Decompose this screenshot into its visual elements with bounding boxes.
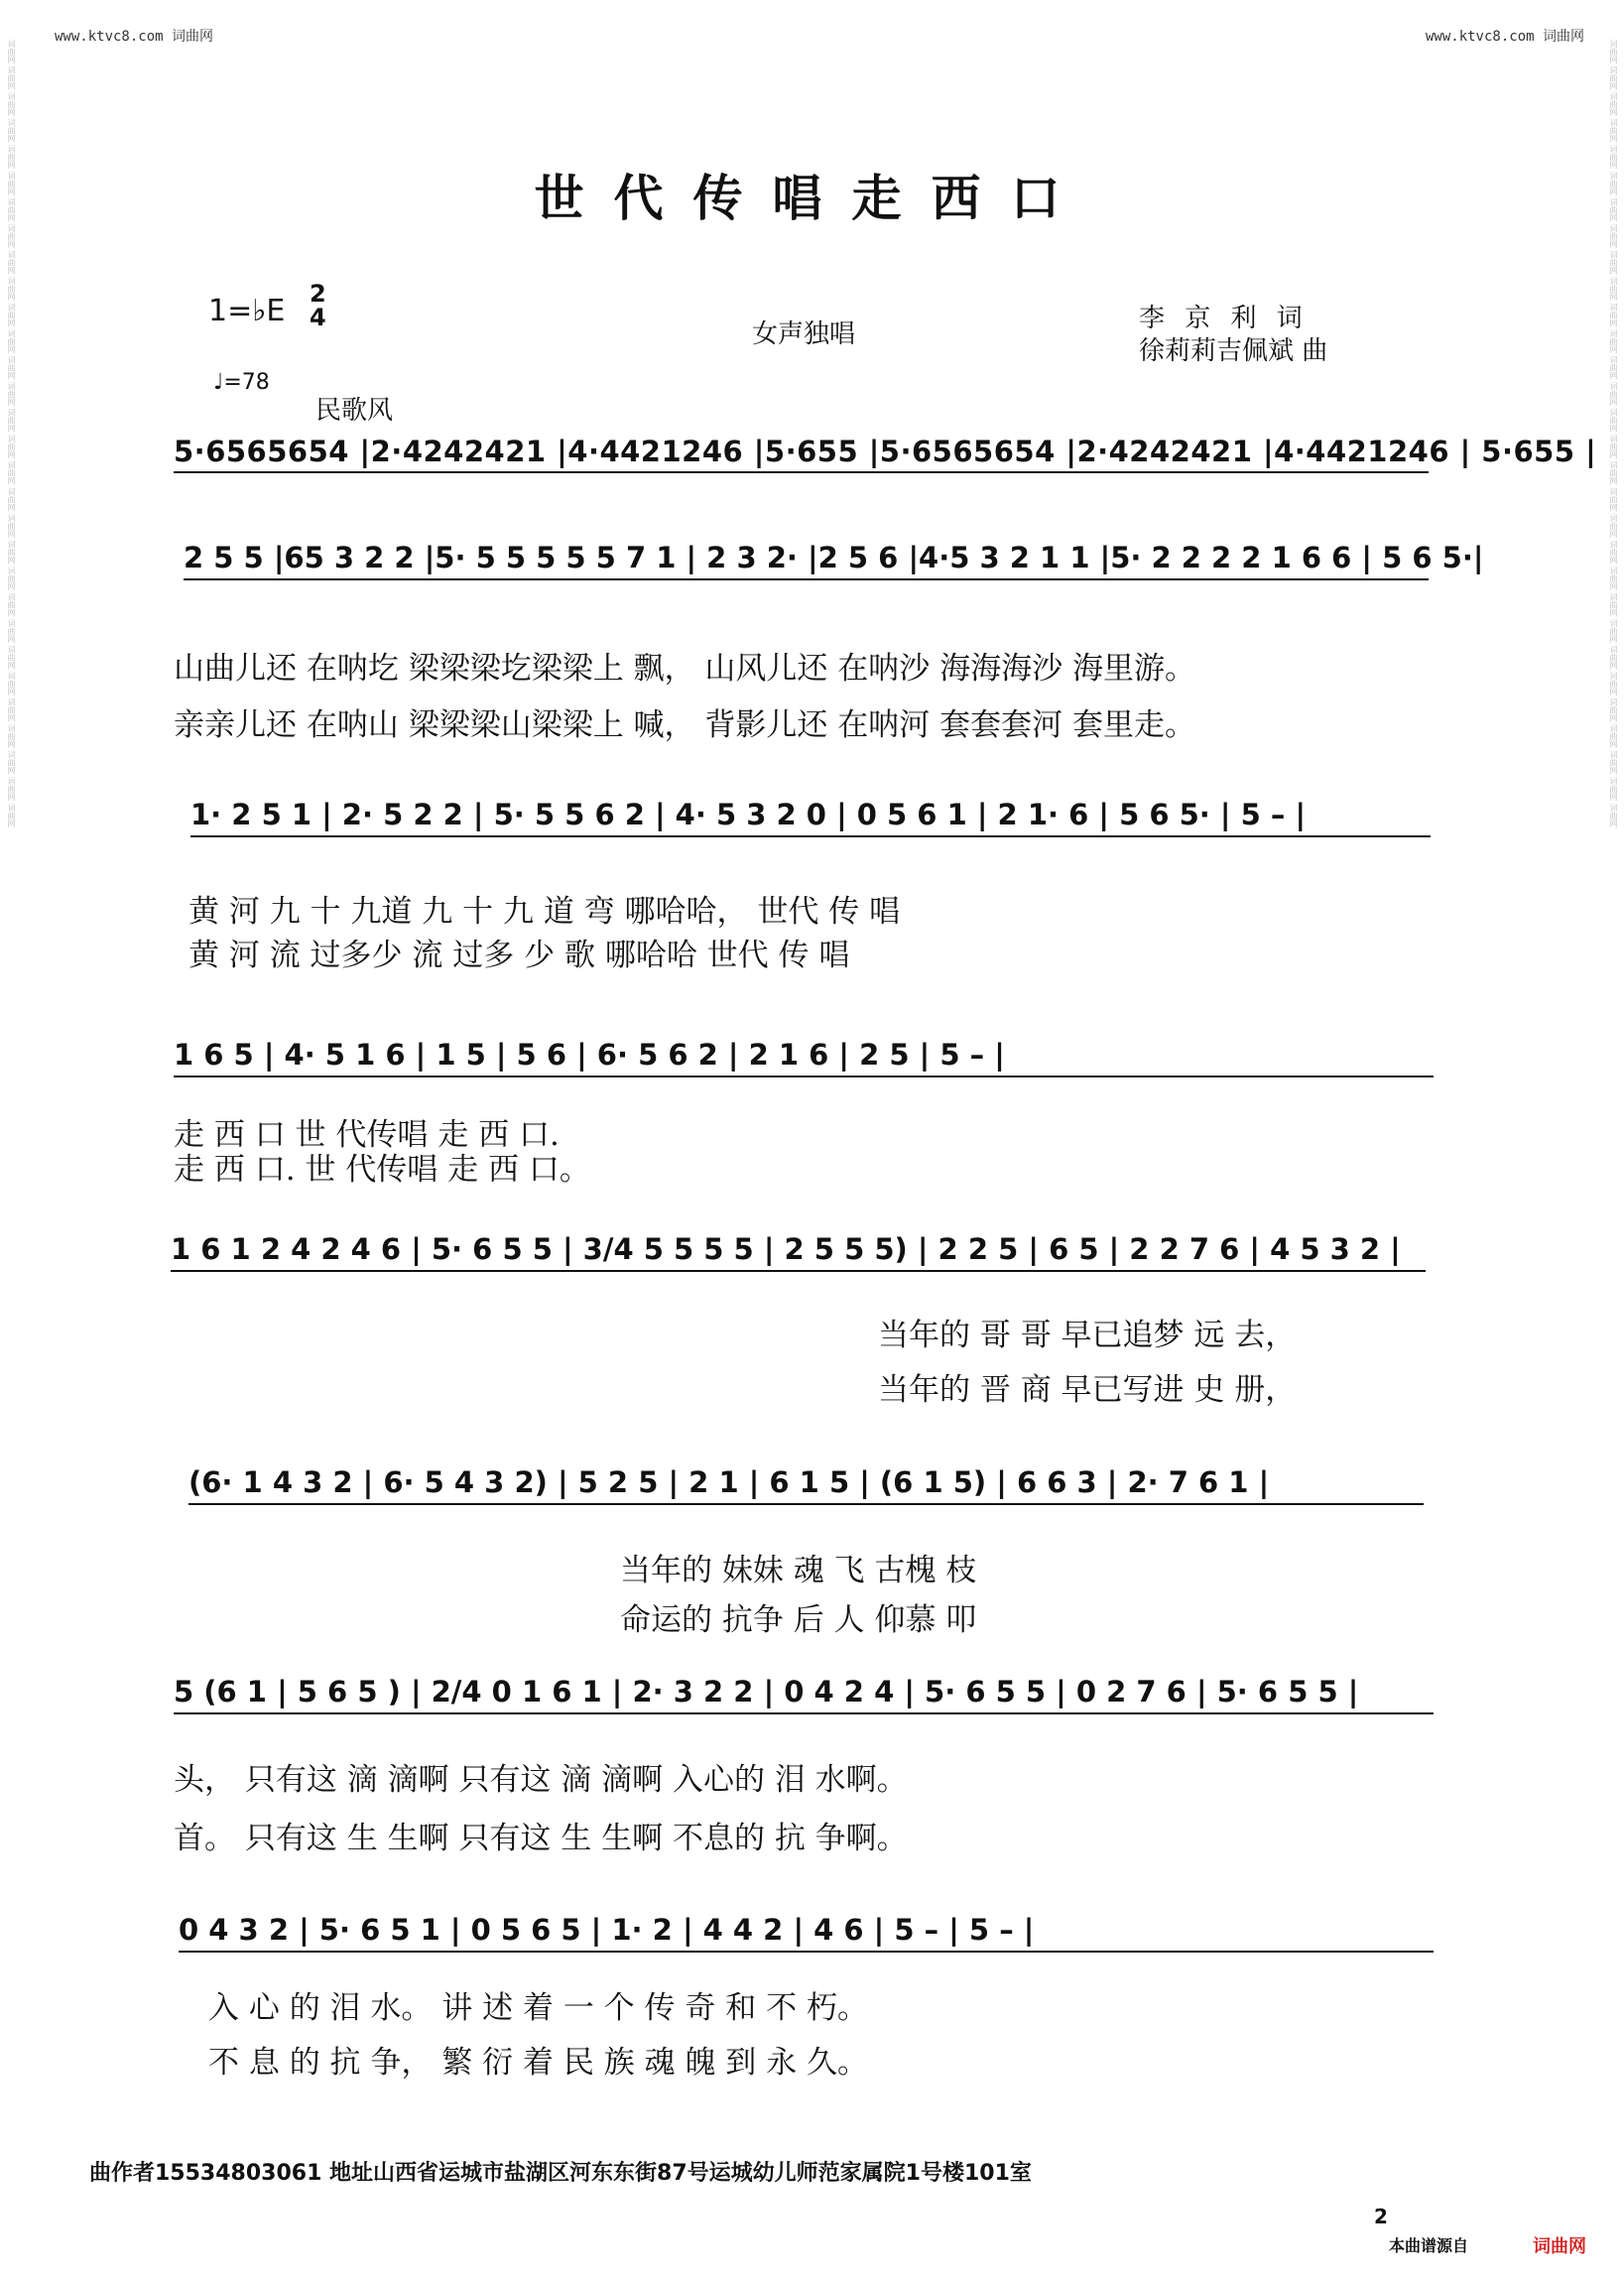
underline-beam	[174, 1712, 1434, 1714]
score-row-4-lyric-1: 走 西 口 世 代传唱 走 西 口.	[174, 1117, 560, 1153]
score-row-1-notes: 5·6565654 |2·4242421 |4·4421246 |5·655 |5·6565654 |2·4242421 |4·4421246 | 5·655 |	[174, 435, 1597, 468]
score-row-2-lyric-1: 山曲儿还 在呐圪 梁梁梁圪梁梁上 飘， 山风儿还 在呐沙 海海海沙 海里游。	[174, 651, 1195, 687]
score-row-7-lyric-1: 头， 只有这 滴 滴啊 只有这 滴 滴啊 入心的 泪 水啊。	[174, 1762, 908, 1798]
score-row-6-lyric-1: 当年的 妹妹 魂 飞 古槐 枝	[620, 1553, 977, 1588]
underline-beam	[184, 578, 1429, 580]
score-row-4-lyric-2: 走 西 口. 世 代传唱 走 西 口。	[174, 1152, 590, 1188]
key-signature: 1=♭E	[208, 294, 286, 328]
composer: 徐莉莉吉佩斌 曲	[1139, 336, 1328, 366]
score-row-4-notes: 1 6 5 | 4· 5 1 6 | 1 5 | 5 6 | 6· 5 6 2 | 2 1 6 | 2 5 | 5 – |	[174, 1038, 1005, 1072]
tempo-marking: ♩=78	[213, 370, 270, 395]
underline-beam	[174, 471, 1429, 473]
underline-beam	[190, 835, 1431, 837]
edge-watermark-right: 词曲网 词曲网 词曲网 词曲网 词曲网 词曲网 词曲网 词曲网 词曲网 词曲网 词曲网 词曲网 词曲网 词曲网 词曲网 词曲网 词曲网 词曲网 词曲网 词曲网 词曲网 词曲网 词曲网 词曲网 词曲网 词曲网 词曲网 词曲网 词曲网 词曲网	[1609, 40, 1618, 827]
score-row-6-notes: (6· 1 4 3 2 | 6· 5 4 3 2) | 5 2 5 | 2 1 | 6 1 5 | (6 1 5) | 6 6 3 | 2· 7 6 1 |	[188, 1465, 1270, 1499]
score-row-3-lyric-2: 黄 河 流 过多少 流 过多 少 歌 哪哈哈 世代 传 唱	[188, 938, 850, 973]
score-row-8-lyric-2: 不 息 的 抗 争， 繁 衍 着 民 族 魂 魄 到 永 久。	[208, 2045, 868, 2081]
composer-contact: 曲作者15534803061 地址山西省运城市盐湖区河东东街87号运城幼儿师范家属院1号楼101室	[89, 2161, 1032, 2186]
header-site-right: www.ktvc8.com 词曲网	[1425, 29, 1584, 45]
style-marking: 民歌风	[315, 396, 394, 426]
score-row-2-lyric-2: 亲亲儿还 在呐山 梁梁梁山梁梁上 喊， 背影儿还 在呐河 套套套河 套里走。	[174, 707, 1195, 743]
score-row-3-lyric-1: 黄 河 九 十 九道 九 十 九 道 弯 哪哈哈， 世代 传 唱	[188, 894, 901, 930]
score-row-8-notes: 0 4 3 2 | 5· 6 5 1 | 0 5 6 5 | 1· 2 | 4 4 2 | 4 6 | 5 – | 5 – |	[179, 1913, 1035, 1947]
score-row-2-notes: 2 5 5 |65 3 2 2 |5· 5 5 5 5 5 7 1 | 2 3 2· |2 5 6 |4·5 3 2 1 1 |5· 2 2 2 2 1 6 6 | 5 6 5·|	[184, 541, 1484, 574]
edge-watermark-left: 词曲网 词曲网 词曲网 词曲网 词曲网 词曲网 词曲网 词曲网 词曲网 词曲网 词曲网 词曲网 词曲网 词曲网 词曲网 词曲网 词曲网 词曲网 词曲网 词曲网 词曲网 词曲网 词曲网 词曲网 词曲网 词曲网 词曲网 词曲网 词曲网 词曲网	[7, 40, 16, 827]
underline-beam	[174, 1075, 1434, 1077]
page-number: 2	[1374, 2205, 1388, 2228]
performer: 女声独唱	[752, 319, 856, 349]
lyricist: 李 京 利 词	[1139, 304, 1309, 333]
time-signature-top: 2	[310, 280, 326, 308]
score-row-5-lyric-1: 当年的 哥 哥 早已追梦 远 去，	[878, 1318, 1297, 1353]
score-row-8-lyric-1: 入 心 的 泪 水。 讲 述 着 一 个 传 奇 和 不 朽。	[208, 1990, 868, 2026]
score-row-3-notes: 1· 2 5 1 | 2· 5 2 2 | 5· 5 5 6 2 | 4· 5 3 2 0 | 0 5 6 1 | 2 1· 6 | 5 6 5· | 5 – |	[190, 798, 1307, 831]
score-row-5-lyric-2: 当年的 晋 商 早已写进 史 册，	[878, 1372, 1297, 1408]
score-row-7-notes: 5 (6 1 | 5 6 5 ) | 2/4 0 1 6 1 | 2· 3 2 2 | 0 4 2 4 | 5· 6 5 5 | 0 2 7 6 | 5· 6 5 5 |	[174, 1675, 1359, 1708]
score-row-5-notes: 1 6 1 2 4 2 4 6 | 5· 6 5 5 | 3/4 5 5 5 5 | 2 5 5 5) | 2 2 5 | 6 5 | 2 2 7 6 | 4 5 3 2 |	[171, 1232, 1401, 1266]
score-row-7-lyric-2: 首。 只有这 生 生啊 只有这 生 生啊 不息的 抗 争啊。	[174, 1821, 908, 1856]
song-title: 世代传唱走西口	[534, 169, 1090, 227]
underline-beam	[179, 1951, 1434, 1953]
underline-beam	[171, 1270, 1426, 1272]
underline-beam	[188, 1503, 1424, 1505]
score-row-6-lyric-2: 命运的 抗争 后 人 仰慕 叩	[620, 1602, 977, 1638]
site-logo: 词曲网	[1533, 2236, 1586, 2257]
source-label: 本曲谱源自	[1389, 2236, 1469, 2255]
time-signature	[310, 282, 326, 329]
header-site-left: www.ktvc8.com 词曲网	[55, 29, 214, 45]
time-signature-bottom: 4	[310, 304, 326, 331]
